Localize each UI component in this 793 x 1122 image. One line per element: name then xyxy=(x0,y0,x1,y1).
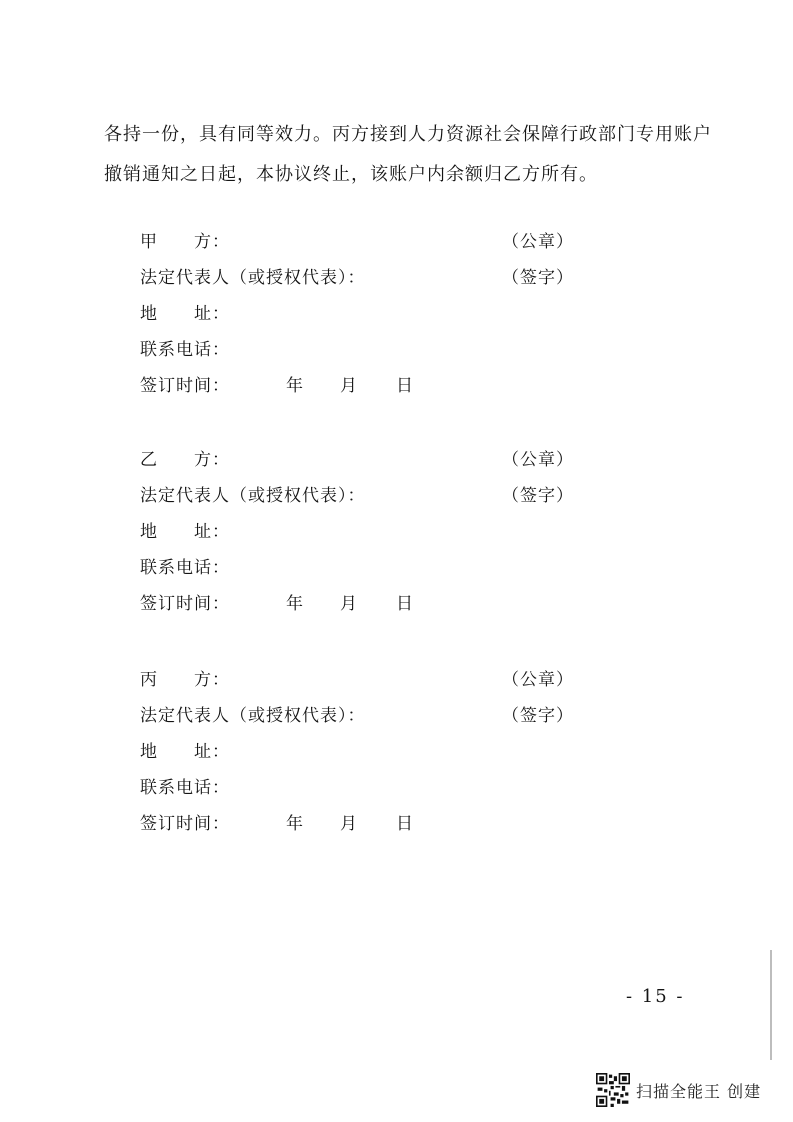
year-label: 年 xyxy=(286,376,304,396)
seal-label: （公章） xyxy=(502,232,574,252)
scanner-watermark xyxy=(596,1072,761,1108)
sign-date-label: 签订时间： xyxy=(140,594,230,614)
party-name-label: 甲 方： xyxy=(140,232,230,252)
sign-date-label: 签订时间： xyxy=(140,376,230,396)
representative-label: 法定代表人（或授权代表）： xyxy=(140,486,366,506)
address-label: 地 址： xyxy=(140,304,230,324)
month-label: 月 xyxy=(340,376,358,396)
phone-label: 联系电话： xyxy=(140,778,230,798)
day-label: 日 xyxy=(396,594,414,614)
scan-edge-shadow xyxy=(770,950,772,1060)
qr-code-icon xyxy=(596,1073,630,1107)
signature-label: （签字） xyxy=(502,486,574,506)
body-text-line-1: 各持一份，具有同等效力。丙方接到人力资源社会保障行政部门专用账户 xyxy=(104,124,712,145)
party-name-label: 丙 方： xyxy=(140,670,230,690)
address-label: 地 址： xyxy=(140,522,230,542)
phone-label: 联系电话： xyxy=(140,340,230,360)
sign-date-label: 签订时间： xyxy=(140,814,230,834)
phone-label: 联系电话： xyxy=(140,558,230,578)
signature-label: （签字） xyxy=(502,706,574,726)
sign-date-row xyxy=(140,374,414,398)
month-label: 月 xyxy=(340,814,358,834)
sign-date-row xyxy=(140,812,414,836)
year-label: 年 xyxy=(286,594,304,614)
representative-label: 法定代表人（或授权代表）： xyxy=(140,268,366,288)
page-number: - 15 - xyxy=(626,986,685,1007)
day-label: 日 xyxy=(396,376,414,396)
day-label: 日 xyxy=(396,814,414,834)
party-name-label: 乙 方： xyxy=(140,450,230,470)
signature-label: （签字） xyxy=(502,268,574,288)
sign-date-row xyxy=(140,592,414,616)
watermark-text: 扫描全能王 创建 xyxy=(636,1081,762,1101)
year-label: 年 xyxy=(286,814,304,834)
seal-label: （公章） xyxy=(502,670,574,690)
seal-label: （公章） xyxy=(502,450,574,470)
address-label: 地 址： xyxy=(140,742,230,762)
body-text-line-2: 撤销通知之日起，本协议终止，该账户内余额归乙方所有。 xyxy=(104,164,598,185)
month-label: 月 xyxy=(340,594,358,614)
representative-label: 法定代表人（或授权代表）： xyxy=(140,706,366,726)
